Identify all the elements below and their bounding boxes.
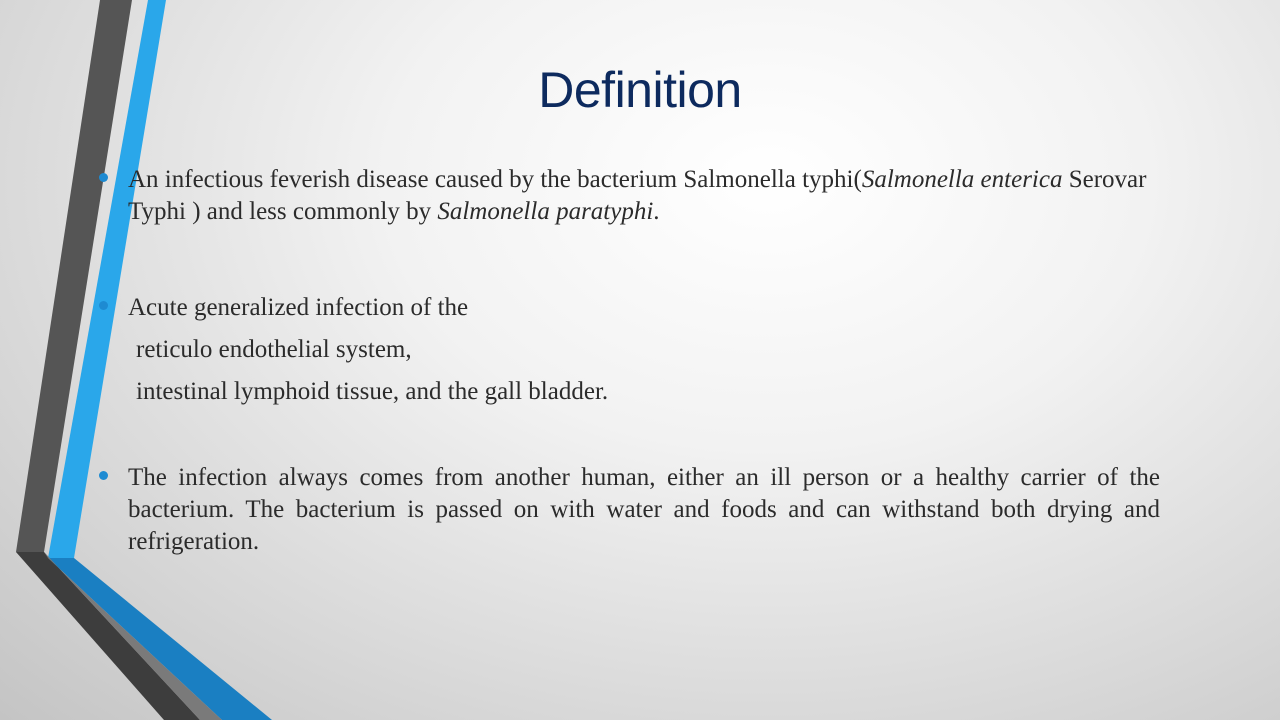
dark-stripe-diagonal (16, 552, 200, 720)
bullet-text-segment: An infectious feverish disease caused by the bacterium Salmonella typhi( (128, 166, 862, 193)
bullet-text-italic: Salmonella enterica (861, 166, 1063, 193)
bullet-acute-infection: Acute generalized infection of the (128, 292, 1160, 324)
bullet-text-italic: Salmonella paratyphi (437, 198, 654, 225)
bullet-transmission: The infection always comes from another human, either an ill person or a healthy carrier of the bacterium. The bacterium is passed on with water and foods and can withstand both drying and refrigeration. (128, 462, 1160, 558)
sub-line-reticulo: reticulo endothelial system, (136, 336, 412, 363)
bullet-text-segment: Serovar Typhi ) and less commonly by (128, 166, 1147, 225)
sub-line-intestinal: intestinal lymphoid tissue, and the gall bladder. (136, 378, 609, 405)
bullet-text-segment: . (653, 198, 660, 225)
bullet-definition (128, 164, 1160, 228)
slide-body (128, 164, 1160, 558)
slide-title: Definition (538, 62, 742, 118)
